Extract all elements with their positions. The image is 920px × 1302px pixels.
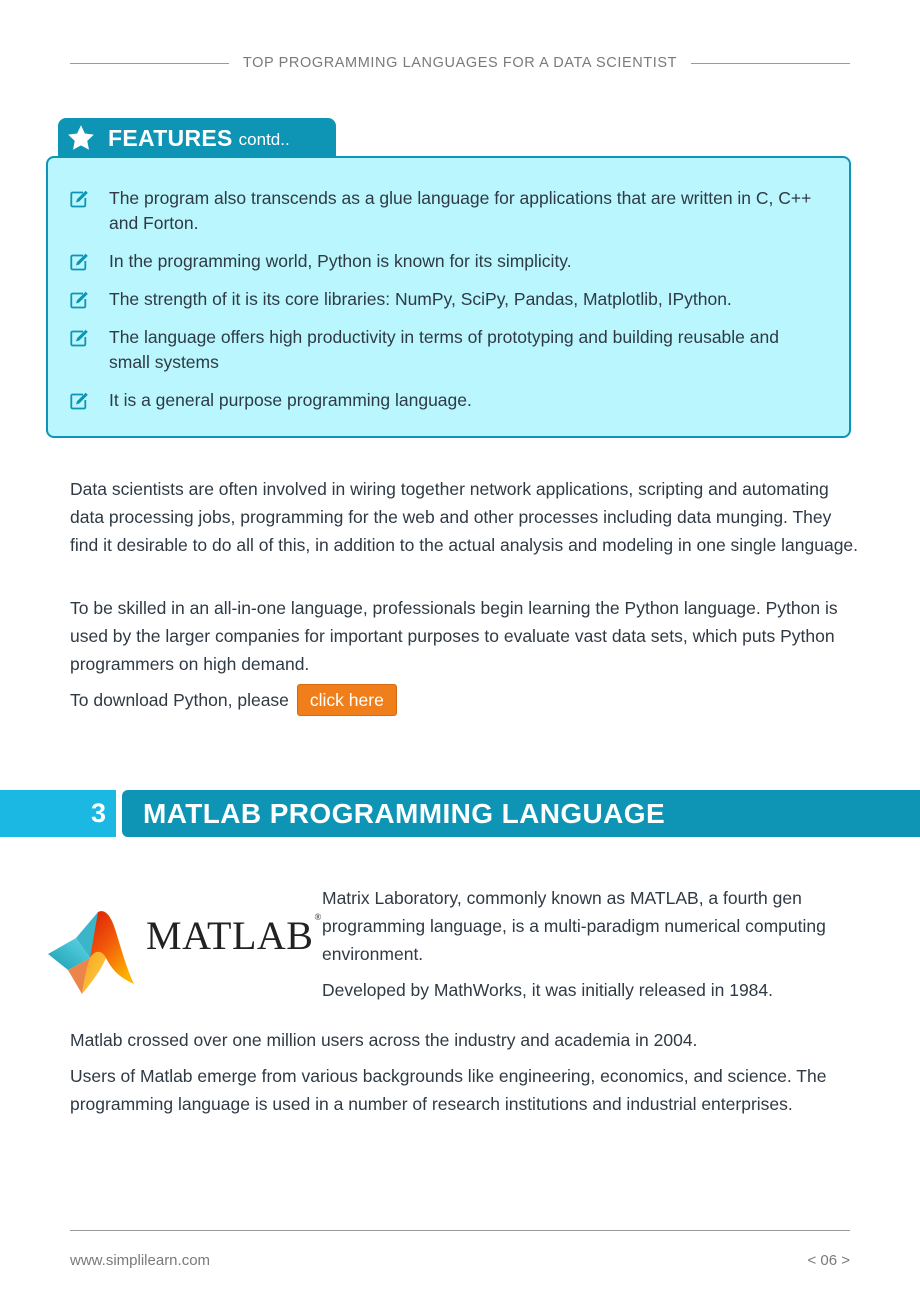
download-line: [70, 684, 860, 716]
header-rule-right: [691, 63, 850, 64]
paragraph-data-scientists: Data scientists are often involved in wiring together network applications, scripting and automating data processing jobs, programming for the web and other processes including data munging. They find it desirable to do all of this, in addition to the actual analysis and modeling in one single language.: [70, 479, 859, 555]
header-rule-left: [70, 63, 229, 64]
edit-checkbox-icon: [68, 188, 90, 210]
feature-text: The language offers high productivity in terms of prototyping and building reusable and small systems: [109, 327, 779, 372]
matlab-logo-text: MATLAB®: [146, 912, 322, 958]
feature-item: [68, 249, 819, 274]
features-tab: [58, 118, 336, 158]
feature-text: It is a general purpose programming language.: [109, 390, 472, 410]
edit-checkbox-icon: [68, 289, 90, 311]
feature-item: [68, 388, 819, 413]
document-title: TOP PROGRAMMING LANGUAGES FOR A DATA SCIENTIST: [242, 55, 678, 71]
edit-checkbox-icon: [68, 251, 90, 273]
star-icon: [66, 123, 96, 153]
features-title: FEATURES: [108, 124, 233, 151]
edit-checkbox-icon: [68, 327, 90, 349]
edit-checkbox-icon: [68, 390, 90, 412]
download-prefix: To download Python, please: [70, 690, 289, 710]
section-title: MATLAB PROGRAMMING LANGUAGE: [122, 790, 920, 837]
feature-item: [68, 186, 819, 236]
page-number: < 06 >: [807, 1252, 850, 1269]
matlab-intro: Matrix Laboratory, commonly known as MATLAB, a fourth gen programming language, is a multi-paradigm numerical computing environment.: [322, 888, 826, 964]
download-python-button[interactable]: click here: [297, 684, 397, 716]
footer-rule: [70, 1230, 850, 1231]
section-number: 3: [0, 790, 116, 837]
feature-text: The program also transcends as a glue language for applications that are written in C, C++ and Forton.: [109, 188, 812, 233]
features-box: [46, 156, 851, 438]
matlab-users-paragraph: Matlab crossed over one million users across the industry and academia in 2004.: [70, 1030, 698, 1050]
matlab-backgrounds-paragraph: Users of Matlab emerge from various backgrounds like engineering, economics, and science. The programming language is used in a number of research institutions and industrial enterprises.: [70, 1066, 827, 1114]
feature-item: [68, 325, 819, 375]
features-subtitle: contd..: [238, 130, 290, 149]
page-header: [70, 52, 850, 74]
feature-text: In the programming world, Python is known for its simplicity.: [109, 251, 572, 271]
matlab-release: Developed by MathWorks, it was initially released in 1984.: [322, 980, 774, 1000]
paragraph-all-in-one: To be skilled in an all-in-one language, professionals begin learning the Python language. Python is used by the larger companies for important purposes to evaluate vast data sets, which puts Python programmers on high demand.: [70, 598, 838, 674]
footer-website[interactable]: www.simplilearn.com: [70, 1252, 211, 1269]
feature-item: [68, 287, 819, 312]
feature-text: The strength of it is its core libraries: NumPy, SciPy, Pandas, Matplotlib, IPython.: [109, 289, 732, 309]
